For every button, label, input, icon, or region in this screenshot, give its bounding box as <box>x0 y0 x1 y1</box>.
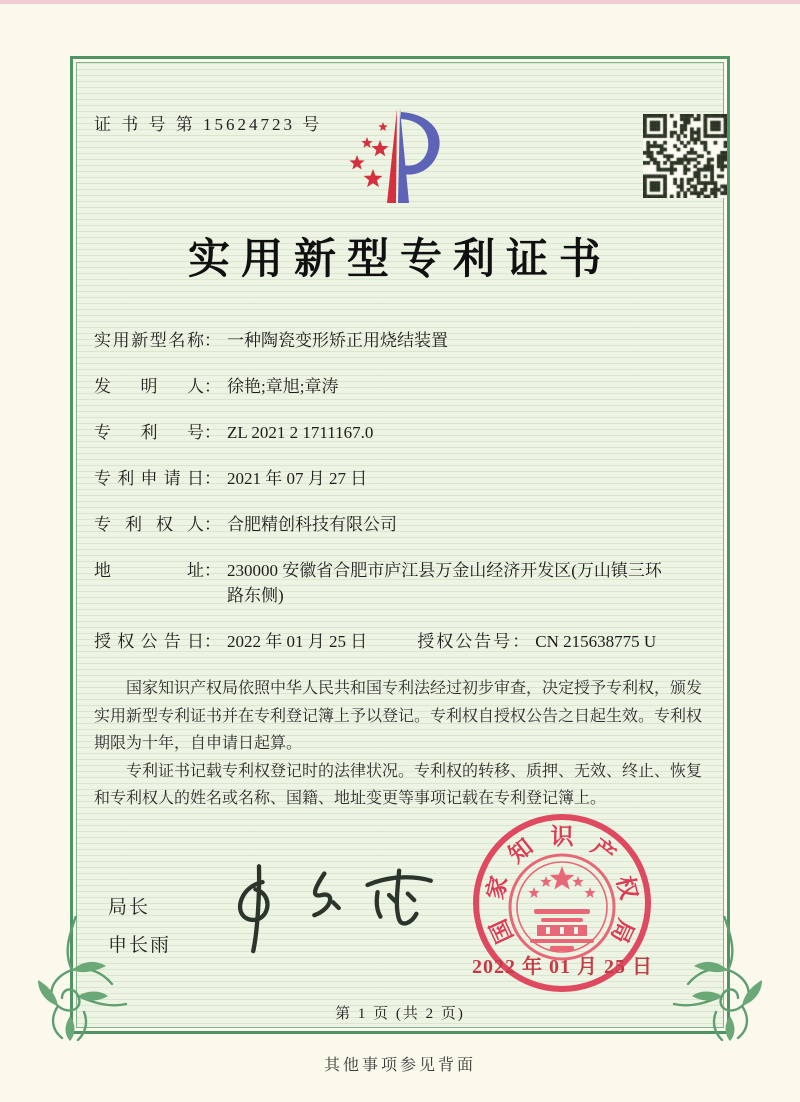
field-row-patentee: 专利权人 ： 合肥精创科技有限公司 <box>94 512 718 537</box>
field-row-grant: 授权公告日 ： 2022 年 01 月 25 日 授权公告号 ： CN 215638775 U <box>94 629 718 654</box>
certificate-title: 实用新型专利证书 <box>187 237 612 283</box>
svg-text:识: 识 <box>550 824 574 849</box>
field-label: 授权公告日 <box>94 632 204 651</box>
svg-text:权: 权 <box>611 873 642 902</box>
svg-text:家: 家 <box>482 873 513 902</box>
page-number: 第 1 页 (共 2 页) <box>335 1006 465 1022</box>
back-side-note: 其他事项参见背面 <box>323 1057 476 1074</box>
field-label: 地址 <box>94 561 204 580</box>
svg-text:局: 局 <box>606 915 639 947</box>
svg-text:国: 国 <box>485 915 518 947</box>
field-value: 徐艳;章旭;章涛 <box>227 377 339 396</box>
legal-paragraph-1: 国家知识产权局依照中华人民共和国专利法经过初步审查，决定授予专利权，颁发实用新型专利证书并在专利登记簿上予以登记。专利权自授权公告之日起生效。专利权期限为十年，自申请日起算。 <box>94 680 703 753</box>
field-label: 实用新型名称 <box>94 331 204 350</box>
certificate-number: 证 书 号 第 15624723 号 <box>94 115 323 134</box>
field-row-inventors: 发明人 ： 徐艳;章旭;章涛 <box>94 374 718 399</box>
qr-code <box>643 114 727 198</box>
cnipa-logo-icon <box>330 106 470 208</box>
grant-number-value: CN 215638775 U <box>535 632 657 651</box>
field-value: ZL 2021 2 1711167.0 <box>227 423 374 442</box>
grant-date-value: 2022 年 01 月 25 日 <box>227 632 368 651</box>
field-value: 230000 安徽省合肥市庐江县万金山经济开发区(万山镇三环路东侧) <box>227 561 662 605</box>
legal-paragraph-2: 专利证书记载专利权登记时的法律状况。专利权的转移、质押、无效、终止、恢复和专利权人的姓名或名称、国籍、地址变更等事项记载在专利登记簿上。 <box>94 762 703 808</box>
national-emblem <box>510 855 614 959</box>
director-name: 申长雨 <box>108 935 172 956</box>
field-label: 授权公告号 <box>417 632 513 651</box>
certificate-body <box>94 328 718 813</box>
logo-blue-stem <box>398 109 409 203</box>
scan-edge-artifact <box>0 0 800 4</box>
svg-text:产: 产 <box>586 833 621 868</box>
corner-flourish-icon <box>14 916 134 1041</box>
field-value: 一种陶瓷变形矫正用烧结装置 <box>227 331 448 350</box>
logo-red-wedge <box>387 109 397 203</box>
seal-date: 2022 年 01 月 25 日 <box>472 956 653 978</box>
legal-paragraphs <box>94 675 716 813</box>
field-label: 专利号 <box>94 423 204 442</box>
field-row-name: 实用新型名称 ： 一种陶瓷变形矫正用烧结装置 <box>94 328 718 353</box>
director-signature-icon <box>218 852 448 964</box>
svg-text:知: 知 <box>503 833 538 868</box>
field-label: 发明人 <box>94 377 204 396</box>
field-label: 专利申请日 <box>94 469 204 488</box>
corner-flourish-icon <box>666 916 786 1041</box>
field-value: 2021 年 07 月 27 日 <box>227 469 368 488</box>
field-row-patent-number: 专利号 ： ZL 2021 2 1711167.0 <box>94 420 718 445</box>
director-title: 局长 <box>108 897 151 918</box>
field-value: 合肥精创科技有限公司 <box>227 515 397 534</box>
field-label: 专利权人 <box>94 515 204 534</box>
field-row-filing-date: 专利申请日 ： 2021 年 07 月 27 日 <box>94 466 718 491</box>
logo-blue-bowl <box>401 112 440 175</box>
field-row-address: 地址 ： 230000 安徽省合肥市庐江县万金山经济开发区(万山镇三环路东侧) <box>94 558 718 608</box>
grant-number-pair: 授权公告号 ： CN 215638775 U <box>417 629 656 654</box>
